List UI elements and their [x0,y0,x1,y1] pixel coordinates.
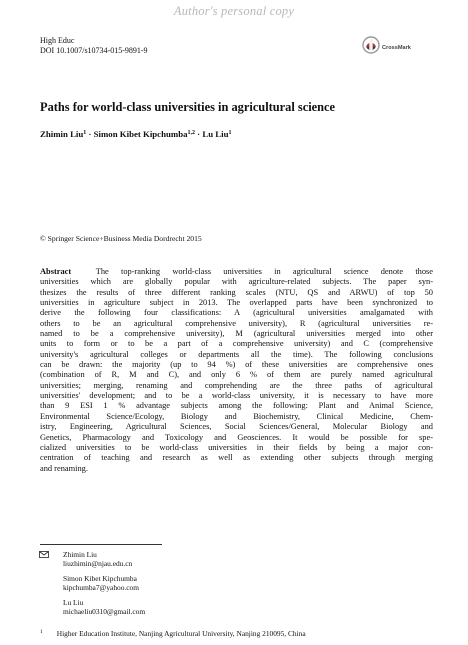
contact-name: Zhimin Liu [63,550,97,559]
contact-entry [40,550,145,569]
abstract-line: others to be an agricultural comprehensive university), R (agricultural universities re- [40,318,433,328]
author-name: Zhimin Liu [40,129,84,139]
crossmark-icon [362,36,380,59]
affiliation-text: Higher Education Institute, Nanjing Agricultural University, Nanjing 210095, China [56,629,306,638]
abstract-line: istry, Engineering, Agricultural Sciences, Social Sciences/General, Molecular Biology and [40,422,433,432]
copyright-notice: © Springer Science+Business Media Dordrecht 2015 [40,234,202,243]
author-list [40,127,232,140]
abstract-line: universities; merging, renaming and comprehending are the three paths of agricultural [40,380,433,390]
envelope-icon [39,551,49,560]
affiliation-footnote [40,628,306,638]
abstract-line: universities' development; and to be a world-class university, it is necessary to have more [40,391,433,401]
abstract-line: cialized universities to be world-class universities in their fields by being a major con- [40,442,433,452]
abstract-line: thesizes the results of three different ranking scales (NTU, QS and ARWU) of top 50 [40,287,433,297]
contact-entry [40,574,145,593]
author-separator: · [86,129,94,139]
abstract-line: Environmental Science/Ecology, Biology and Biochemistry, Clinical Medicine, Chem- [40,411,433,421]
abstract-line: named to be a comprehensive university), M (agricultural universities merged into other [40,329,433,339]
author-name: Simon Kibet Kipchumba [93,129,188,139]
abstract-line: units to form or to be a part of a comprehensive university) and C (comprehensive [40,339,433,349]
author-affiliation-mark: 1 [228,130,232,136]
affiliation-mark: 1 [40,629,43,635]
author-separator: · [194,129,203,139]
contact-email[interactable]: michaeliu0310@gmail.com [63,607,146,617]
abstract-line: Abstract The top-ranking world-class universities in agricultural science denote those [40,267,434,276]
contact-name: Lu Liu [63,597,84,607]
author-name: Lu Liu [202,129,229,139]
contact-entry [40,598,145,617]
abstract-line: (combination of R, M and C), and only 6 % of them are purely named agricultural [40,370,433,380]
corresponding-contacts [40,550,145,621]
abstract-heading: Abstract [40,267,72,276]
author-affiliation-mark: 1 [83,130,87,136]
journal-name: High Educ [40,36,75,45]
abstract-line: university's agricultural colleges or departments all the time). The following conclusions [40,349,433,359]
watermark: Author's personal copy [173,4,295,18]
footnote-divider [40,544,162,545]
abstract-line: than 9 ESI 1 % advantage subjects among the following: Plant and Animal Science, [40,401,433,411]
contact-name: Simon Kibet Kipchumba [63,573,137,583]
doi: DOI 10.1007/s10734-015-9891-9 [40,46,148,55]
contact-email[interactable]: liuzhimin@njau.edu.cn [63,559,133,569]
abstract-line: centration of teaching and research as well as extending other subjects through merging [40,453,433,463]
abstract-line: can be drawn: the majority (up to 94 %) of these universities are comprehensive ones [40,360,433,370]
abstract-line: universities which are globally popular with agriculture-related subjects. The paper syn- [40,277,433,287]
abstract-line: derive the following four classifications: A (agricultural universities amalgamated with [40,308,433,318]
abstract-line: Genetics, Pharmacology and Toxicology and Geosciences. It would be possible for spe- [40,432,433,442]
abstract [40,267,433,474]
paper-title: Paths for world-class universities in agricultural science [40,100,336,114]
abstract-line: and renaming. [40,463,88,473]
author-affiliation-mark: 1,2 [187,130,195,136]
crossmark-label: CrossMark [382,44,411,51]
crossmark-badge[interactable] [362,36,411,59]
contact-email[interactable]: kipchumba7@yahoo.com [63,583,139,593]
abstract-line: universities in agriculture subject in 2013. The overlapped parts have been synchronized to [40,298,433,308]
